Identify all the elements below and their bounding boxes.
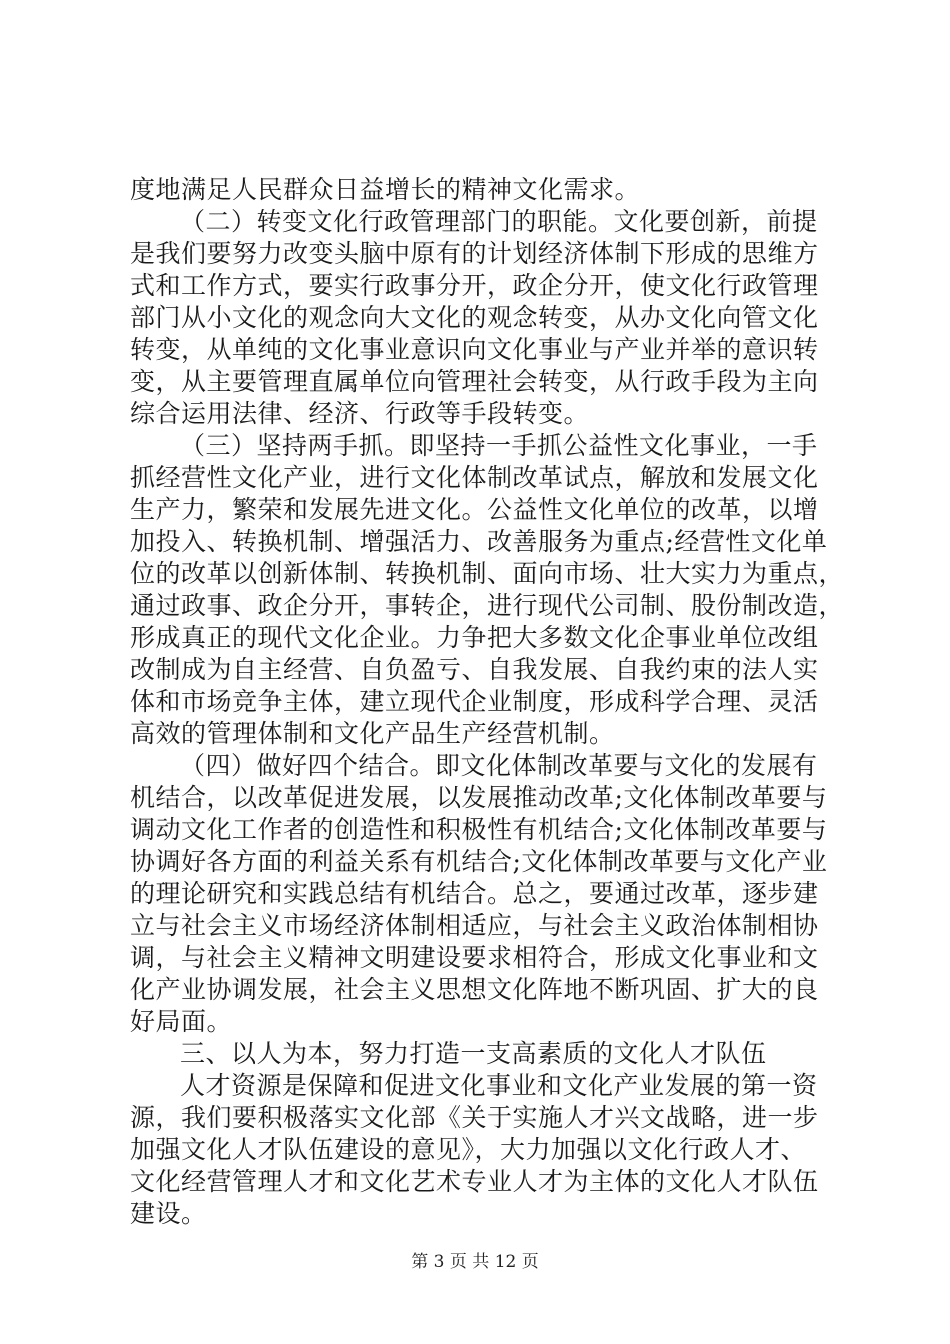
text-line: 体和市场竞争主体，建立现代企业制度，形成科学合理、灵活	[130, 687, 819, 716]
text-line: 综合运用法律、经济、行政等手段转变。	[130, 399, 590, 428]
document-body	[130, 174, 845, 1230]
text-line: 好局面。	[130, 1007, 233, 1036]
text-line: 加强文化人才队伍建设的意见》，大力加强以文化行政人才、	[130, 1135, 807, 1164]
text-line: 文化经营管理人才和文化艺术专业人才为主体的文化人才队伍	[130, 1167, 819, 1196]
text-line: 生产力，繁荣和发展先进文化。公益性文化单位的改革，以增	[130, 495, 819, 524]
text-line: （三）坚持两手抓。即坚持一手抓公益性文化事业，一手	[180, 431, 818, 460]
text-line: （四）做好四个结合。即文化体制改革要与文化的发展有	[180, 751, 818, 780]
text-line: 度地满足人民群众日益增长的精神文化需求。	[130, 175, 641, 204]
text-line: 式和工作方式，要实行政事分开，政企分开，使文化行政管理	[130, 271, 819, 300]
text-line: 立与社会主义市场经济体制相适应，与社会主义政治体制相协	[130, 911, 819, 940]
text-line: 协调好各方面的利益关系有机结合;文化体制改革要与文化产业	[130, 847, 828, 876]
text-line: 人才资源是保障和促进文化事业和文化产业发展的第一资	[180, 1071, 818, 1100]
text-line: 是我们要努力改变头脑中原有的计划经济体制下形成的思维方	[130, 239, 819, 268]
text-line: 源，我们要积极落实文化部《关于实施人才兴文战略，进一步	[130, 1103, 819, 1132]
text-line: 机结合，以改革促进发展，以发展推动改革;文化体制改革要与	[130, 783, 828, 812]
text-line: 调动文化工作者的创造性和积极性有机结合;文化体制改革要与	[130, 815, 828, 844]
text-line: 高效的管理体制和文化产品生产经营机制。	[130, 719, 615, 748]
text-line: 通过政事、政企分开，事转企，进行现代公司制、股份制改造，	[130, 591, 845, 620]
text-line: 变，从主要管理直属单位向管理社会转变，从行政手段为主向	[130, 367, 819, 396]
text-line: 抓经营性文化产业，进行文化体制改革试点，解放和发展文化	[130, 463, 819, 492]
text-line: 改制成为自主经营、自负盈亏、自我发展、自我约束的法人实	[130, 655, 819, 684]
text-line: 化产业协调发展，社会主义思想文化阵地不断巩固、扩大的良	[130, 975, 819, 1004]
text-line: 形成真正的现代文化企业。力争把大多数文化企事业单位改组	[130, 623, 819, 652]
text-line: 调，与社会主义精神文明建设要求相符合，形成文化事业和文	[130, 943, 819, 972]
page-number-footer: 第 3 页 共 12 页	[411, 1252, 539, 1272]
text-line: 三、以人为本，努力打造一支高素质的文化人才队伍	[180, 1039, 767, 1068]
text-line: 部门从小文化的观念向大文化的观念转变，从办文化向管文化	[130, 303, 819, 332]
text-line: 位的改革以创新体制、转换机制、面向市场、壮大实力为重点，	[130, 559, 845, 588]
text-line: 转变，从单纯的文化事业意识向文化事业与产业并举的意识转	[130, 335, 819, 364]
text-line: （二）转变文化行政管理部门的职能。文化要创新，前提	[180, 207, 818, 236]
text-line: 的理论研究和实践总结有机结合。总之，要通过改革，逐步建	[130, 879, 819, 908]
text-line: 建设。	[130, 1199, 207, 1228]
text-line: 加投入、转换机制、增强活力、改善服务为重点;经营性文化单	[130, 527, 828, 556]
